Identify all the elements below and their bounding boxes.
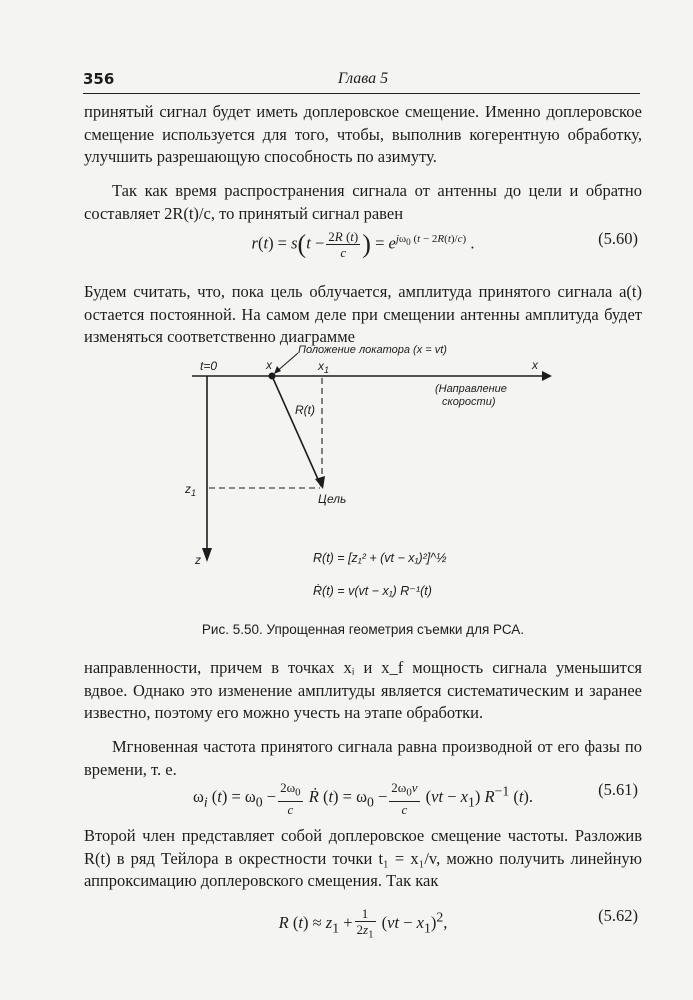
label-z1: $z_1$ bbox=[185, 482, 197, 498]
paragraph-6: Второй член представляет собой доплеровское смещение частоты. Разложив R(t) в ряд Тейлора в окрестности точки t₁ = x₁/v, можно получить линейную аппроксимацию доплеровского смещения. Так как bbox=[84, 826, 642, 890]
chapter-title: Глава 5 bbox=[337, 70, 389, 87]
z-axis-arrow bbox=[202, 548, 212, 562]
paragraph-2: Так как время распространения сигнала от антенны до цели и обратно составляет 2R(t)/c, то принятый сигнал равен bbox=[84, 181, 642, 223]
paragraph-5: Мгновенная частота принятого сигнала равна производной от его фазы по времени, т. е. bbox=[84, 737, 642, 779]
figure-formula-range-rate: Ṙ(t) = v(vt − x₁) R⁻¹(t) bbox=[313, 584, 432, 598]
label-radar-position: Положение локатора (x = vt) bbox=[298, 344, 447, 356]
x-axis-arrow bbox=[542, 371, 552, 381]
label-x: x bbox=[266, 358, 272, 372]
equation-5-60-number: (5.60) bbox=[598, 229, 638, 248]
position-pointer-arrow bbox=[274, 366, 281, 374]
equation-5-61 bbox=[84, 780, 642, 820]
equation-5-60 bbox=[84, 229, 642, 269]
equation-5-61-body: $\omega_i$ $(t) = \omega_0$ − $\frac{2\omega_0}{c}$ Ṙ $(t) = \omega_0$ − $\frac{2\omega_0v}{c}$ $(vt - x_1)$ $R^{-1}$ (t). bbox=[192, 780, 534, 817]
range-vector-line bbox=[272, 376, 321, 486]
label-x1: $x_1$ bbox=[318, 359, 330, 375]
paragraph-1: принятый сигнал будет иметь доплеровское смещение. Именно доплеровское смещение используется для того, чтобы, выполнив когерентную обработку, улучшить разрешающую способность по азимуту. bbox=[84, 102, 642, 166]
paragraph-4: направленности, причем в точках xᵢ и x_f мощность сигнала уменьшится вдвое. Однако это изменение амплитуды является систематическим и заранее известно, поэтому его можно учесть на этапе обработки. bbox=[84, 658, 642, 722]
equation-5-60-body: r(t) = s(t − $\frac{2R (t)}{c}$ ) = $e^{j\omega_0 (t - 2R(t)/c)}$ . bbox=[251, 229, 475, 260]
equation-5-62-number: (5.62) bbox=[598, 906, 638, 925]
label-target: Цель bbox=[318, 492, 347, 506]
label-direction-2: скорости) bbox=[442, 396, 496, 408]
range-vector-arrow bbox=[315, 476, 325, 489]
geometry-figure bbox=[180, 340, 560, 615]
equation-5-62-body: R $(t) \approx z_1$ + $\frac{1}{2z_1}$ $(vt - x_1)^2$, bbox=[278, 906, 448, 941]
figure-formula-range: R(t) = [z₁² + (vt − x₁)²]^½ bbox=[313, 551, 447, 565]
paragraph-3: Будем считать, что, пока цель облучается, амплитуда принятого сигнала a(t) остается постоянной. На самом деле при смещении антенны амплитуда будет изменяться соответственно диаграмме bbox=[84, 282, 642, 346]
equation-5-61-number: (5.61) bbox=[598, 780, 638, 799]
label-range: R(t) bbox=[295, 403, 315, 417]
label-t0: t=0 bbox=[200, 359, 218, 373]
page-number: 356 bbox=[83, 70, 115, 88]
label-x-axis: x bbox=[532, 358, 538, 372]
page-header bbox=[83, 70, 643, 92]
label-z-axis: z bbox=[195, 553, 201, 567]
figure-caption: Рис. 5.50. Упрощенная геометрия съемки для РСА. bbox=[201, 622, 525, 637]
equation-5-62 bbox=[84, 906, 642, 946]
label-direction-1: (Направление bbox=[435, 383, 507, 395]
header-rule bbox=[83, 93, 640, 94]
